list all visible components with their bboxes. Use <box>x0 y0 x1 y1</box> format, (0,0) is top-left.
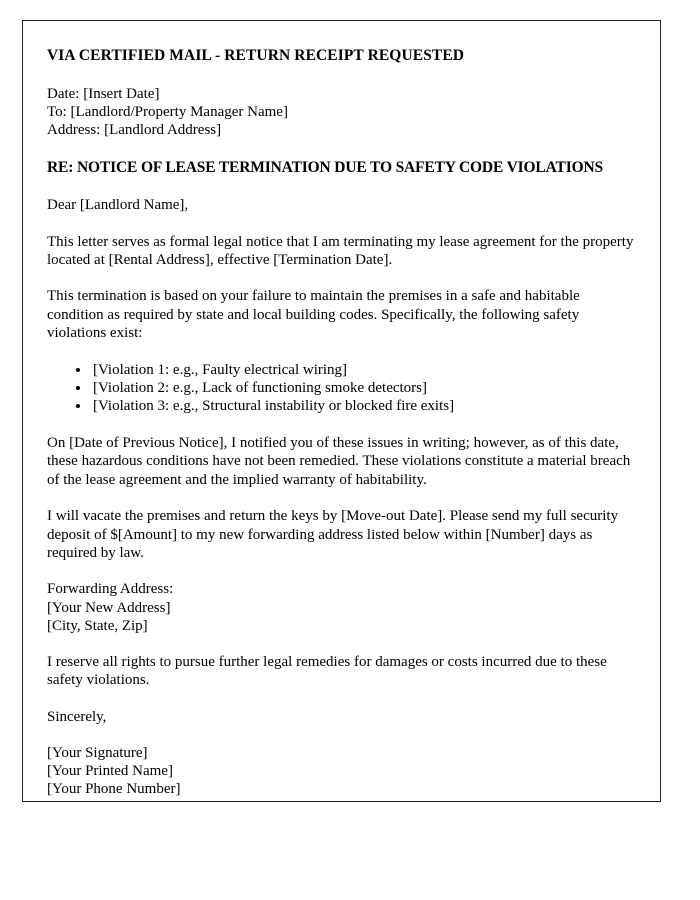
recipient-address-block <box>47 85 636 140</box>
paragraph-reservation-of-rights: I reserve all rights to pursue further legal remedies for damages or costs incurred due to these safety violations. <box>47 653 607 689</box>
violations-list <box>47 361 636 416</box>
document-page-border <box>22 20 661 802</box>
signature-block <box>47 744 636 799</box>
signature-placeholder: [Your Signature] <box>47 744 148 761</box>
forwarding-address-street: [Your New Address] <box>47 599 171 616</box>
closing-salutation: Sincerely, <box>47 708 107 725</box>
salutation: Dear [Landlord Name], <box>47 197 189 214</box>
paragraph-grounds: This termination is based on your failure to maintain the premises in a safe and habitable condition as required by state and local building codes. Specifically, the following safety violations exist: <box>47 288 580 342</box>
list-item: • [Violation 2: e.g., Lack of functioning smoke detectors] <box>91 379 636 397</box>
forwarding-address-label: Forwarding Address: <box>47 581 174 598</box>
to-line: To: [Landlord/Property Manager Name] <box>47 104 288 121</box>
printed-name-placeholder: [Your Printed Name] <box>47 763 173 780</box>
document-heading: VIA CERTIFIED MAIL - RETURN RECEIPT REQUESTED <box>47 47 465 64</box>
letter-body <box>23 21 660 801</box>
address-line: Address: [Landlord Address] <box>47 122 222 139</box>
subject-heading: RE: NOTICE OF LEASE TERMINATION DUE TO SAFETY CODE VIOLATIONS <box>47 158 604 176</box>
date-line: Date: [Insert Date] <box>47 85 160 102</box>
list-item: • [Violation 3: e.g., Structural instability or blocked fire exits] <box>91 397 636 415</box>
phone-number-placeholder: [Your Phone Number] <box>47 781 181 798</box>
paragraph-termination-notice: This letter serves as formal legal notice that I am terminating my lease agreement for the property located at [Rental Address], effective [Termination Date]. <box>47 233 634 269</box>
paragraph-deposit-return: I will vacate the premises and return the keys by [Move-out Date]. Please send my full security deposit of $[Amount] to my new forwarding address listed below within [Number] days as required by law. <box>47 508 619 561</box>
forwarding-address-city-state-zip: [City, State, Zip] <box>47 617 148 634</box>
forwarding-address-block <box>47 580 636 635</box>
paragraph-prior-notice: On [Date of Previous Notice], I notified you of these issues in writing; however, as of this date, these hazardous conditions have not been remedied. These violations constitute a material breach of the lease agreement and the implied warranty of habitability. <box>47 434 631 488</box>
list-item: • [Violation 1: e.g., Faulty electrical wiring] <box>91 361 636 379</box>
